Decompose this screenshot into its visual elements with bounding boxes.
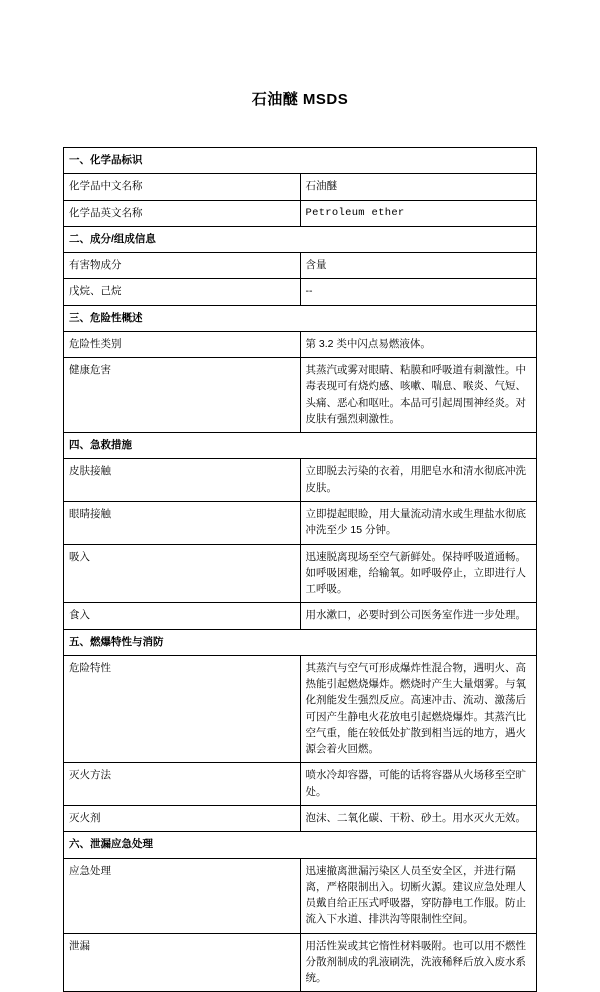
row-label: 食入 xyxy=(64,603,301,629)
table-row xyxy=(64,226,537,252)
row-value: -- xyxy=(300,279,537,305)
section-header: 三、危险性概述 xyxy=(64,305,537,331)
row-value: Petroleum ether xyxy=(300,200,537,226)
row-label: 化学品英文名称 xyxy=(64,200,301,226)
page-title: 石油醚 MSDS xyxy=(251,91,349,108)
row-label: 吸入 xyxy=(64,544,301,603)
table-row xyxy=(64,305,537,331)
row-value: 迅速脱离现场至空气新鲜处。保持呼吸道通畅。如呼吸困难，给输氧。如呼吸停止，立即进行人工呼吸。 xyxy=(300,544,537,603)
row-label: 应急处理 xyxy=(64,858,301,933)
row-value: 迅速撤离泄漏污染区人员至安全区，并进行隔离，严格限制出入。切断火源。建议应急处理人员戴自给正压式呼吸器，穿防静电工作服。防止流入下水道、排洪沟等限制性空间。 xyxy=(300,858,537,933)
row-label: 灭火方法 xyxy=(64,763,301,806)
row-value: 用水漱口，必要时到公司医务室作进一步处理。 xyxy=(300,603,537,629)
row-value: 其蒸汽与空气可形成爆炸性混合物，遇明火、高热能引起燃烧爆炸。燃烧时产生大量烟雾。与氧化剂能发生强烈反应。高速冲击、流动、激荡后可因产生静电火花放电引起燃烧爆炸。其蒸汽比空气重，能在较低处扩散到相当远的地方，遇火源会着火回燃。 xyxy=(300,655,537,763)
row-label: 健康危害 xyxy=(64,358,301,433)
msds-table xyxy=(63,147,537,992)
row-value: 石油醚 xyxy=(300,174,537,200)
row-label: 灭火剂 xyxy=(64,805,301,831)
table-row xyxy=(64,629,537,655)
row-value: 含量 xyxy=(300,253,537,279)
table-row xyxy=(64,805,537,831)
section-header: 五、燃爆特性与消防 xyxy=(64,629,537,655)
table-row xyxy=(64,253,537,279)
table-row xyxy=(64,433,537,459)
table-row xyxy=(64,331,537,357)
table-row xyxy=(64,459,537,502)
row-value: 喷水冷却容器，可能的话将容器从火场移至空旷处。 xyxy=(300,763,537,806)
table-row xyxy=(64,358,537,433)
table-row xyxy=(64,174,537,200)
row-value: 其蒸汽或雾对眼睛、粘膜和呼吸道有刺激性。中毒表现可有烧灼感、咳嗽、喘息、喉炎、气短、头痛、恶心和呕吐。本品可引起周围神经炎。对皮肤有强烈刺激性。 xyxy=(300,358,537,433)
row-value: 用活性炭或其它惰性材料吸附。也可以用不燃性分散剂制成的乳液刷洗，洗液稀释后放入废水系统。 xyxy=(300,933,537,992)
table-row xyxy=(64,832,537,858)
row-label: 有害物成分 xyxy=(64,253,301,279)
row-label: 危险性类别 xyxy=(64,331,301,357)
msds-table-body xyxy=(64,148,537,992)
table-row xyxy=(64,933,537,992)
row-label: 化学品中文名称 xyxy=(64,174,301,200)
section-header: 一、化学品标识 xyxy=(64,148,537,174)
document-page xyxy=(0,88,600,985)
table-row xyxy=(64,200,537,226)
row-label: 眼睛接触 xyxy=(64,501,301,544)
row-value: 立即提起眼睑，用大量流动清水或生理盐水彻底冲洗至少 15 分钟。 xyxy=(300,501,537,544)
row-value: 泡沫、二氧化碳、干粉、砂土。用水灭火无效。 xyxy=(300,805,537,831)
section-header: 二、成分/组成信息 xyxy=(64,226,537,252)
table-row xyxy=(64,763,537,806)
table-row xyxy=(64,148,537,174)
table-row xyxy=(64,603,537,629)
row-label: 戊烷、己烷 xyxy=(64,279,301,305)
row-label: 皮肤接触 xyxy=(64,459,301,502)
section-header: 六、泄漏应急处理 xyxy=(64,832,537,858)
table-row xyxy=(64,655,537,763)
row-value: 立即脱去污染的衣着，用肥皂水和清水彻底冲洗皮肤。 xyxy=(300,459,537,502)
table-row xyxy=(64,544,537,603)
section-header: 四、急救措施 xyxy=(64,433,537,459)
row-label: 危险特性 xyxy=(64,655,301,763)
row-value: 第 3.2 类中闪点易燃液体。 xyxy=(300,331,537,357)
row-label: 泄漏 xyxy=(64,933,301,992)
table-row xyxy=(64,501,537,544)
table-row xyxy=(64,858,537,933)
table-row xyxy=(64,279,537,305)
